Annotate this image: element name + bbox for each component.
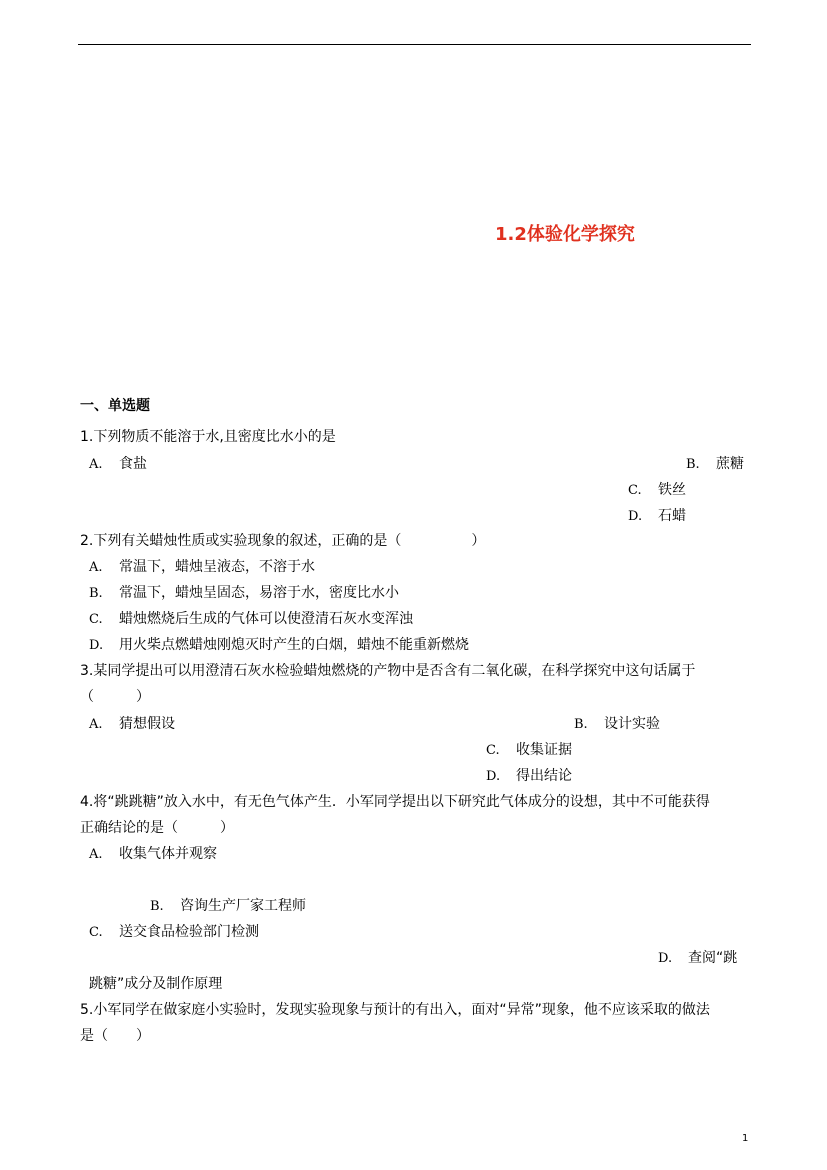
option-letter: A. — [89, 717, 103, 732]
option-text: 用火柴点燃蜡烛刚熄灭时产生的白烟，蜡烛不能重新燃烧 — [119, 637, 469, 653]
option-text: 咨询生产厂家工程师 — [180, 898, 306, 914]
question-1-option-a — [89, 455, 147, 474]
option-letter: B. — [89, 586, 103, 601]
question-4-stem-line2: 正确结论的是（ ） — [80, 820, 234, 836]
question-4-option-d — [658, 949, 737, 968]
page-number: 1 — [742, 1133, 749, 1144]
option-letter: D. — [658, 951, 673, 966]
question-3-stem-line2: （ ） — [80, 689, 150, 705]
question-2-option-c — [89, 610, 413, 629]
option-letter: A. — [89, 560, 103, 575]
question-3-option-d — [486, 767, 572, 786]
option-text: 常温下，蜡烛呈液态，不溶于水 — [119, 559, 315, 575]
option-text: 石蜡 — [658, 508, 686, 524]
question-4-stem-line1: 4.将“跳跳糖”放入水中，有无色气体产生．小军同学提出以下研究此气体成分的设想，其中不可能获得 — [80, 794, 710, 810]
option-text: 设计实验 — [604, 716, 660, 732]
option-text: 查阅“跳 — [688, 950, 738, 966]
question-1-option-b — [686, 455, 744, 474]
option-letter: B. — [150, 899, 164, 914]
option-text: 送交食品检验部门检测 — [119, 924, 259, 940]
question-4-option-a — [89, 845, 217, 864]
option-text: 铁丝 — [658, 482, 686, 498]
option-text: 常温下，蜡烛呈固态，易溶于水，密度比水小 — [119, 585, 399, 601]
option-letter: C. — [89, 612, 103, 627]
option-text: 得出结论 — [516, 768, 572, 784]
question-2-option-d — [89, 636, 469, 655]
option-letter: D. — [628, 509, 643, 524]
question-3-option-b — [574, 715, 660, 734]
option-letter: C. — [89, 925, 103, 940]
question-1-option-d — [628, 507, 686, 526]
question-5-stem-line1: 5.小军同学在做家庭小实验时，发现实验现象与预计的有出入，面对“异常”现象，他不应该采取的做法 — [80, 1002, 710, 1018]
option-letter: C. — [486, 743, 500, 758]
option-text: 猜想假设 — [119, 716, 175, 732]
option-letter: C. — [628, 483, 642, 498]
header-rule — [78, 44, 751, 45]
option-text: 蔗糖 — [716, 456, 744, 472]
question-3-stem-line1: 3.某同学提出可以用澄清石灰水检验蜡烛燃烧的产物中是否含有二氧化碳，在科学探究中这句话属于 — [80, 663, 696, 679]
option-letter: B. — [686, 457, 700, 472]
option-text: 蜡烛燃烧后生成的气体可以使澄清石灰水变浑浊 — [119, 611, 413, 627]
option-text: 食盐 — [119, 456, 147, 472]
question-3-option-a — [89, 715, 175, 734]
section-heading: 一、单选题 — [80, 398, 150, 414]
option-letter: A. — [89, 847, 103, 862]
document-title: 1.2体验化学探究 — [495, 224, 635, 245]
option-letter: B. — [574, 717, 588, 732]
option-letter: A. — [89, 457, 103, 472]
question-4-option-c — [89, 923, 259, 942]
question-4-option-b — [150, 897, 306, 916]
question-5-stem-line2: 是（ ） — [80, 1028, 150, 1044]
question-2-stem: 2.下列有关蜡烛性质或实验现象的叙述，正确的是（ ） — [80, 533, 486, 549]
option-letter: D. — [89, 638, 104, 653]
question-3-option-c — [486, 741, 572, 760]
option-letter: D. — [486, 769, 501, 784]
question-1-option-c — [628, 481, 686, 500]
question-2-option-a — [89, 558, 315, 577]
question-4-option-d-continuation: 跳糖”成分及制作原理 — [89, 976, 223, 992]
option-text: 收集证据 — [516, 742, 572, 758]
question-1-stem: 1.下列物质不能溶于水,且密度比水小的是 — [80, 429, 336, 445]
question-2-option-b — [89, 584, 399, 603]
option-text: 收集气体并观察 — [119, 846, 217, 862]
